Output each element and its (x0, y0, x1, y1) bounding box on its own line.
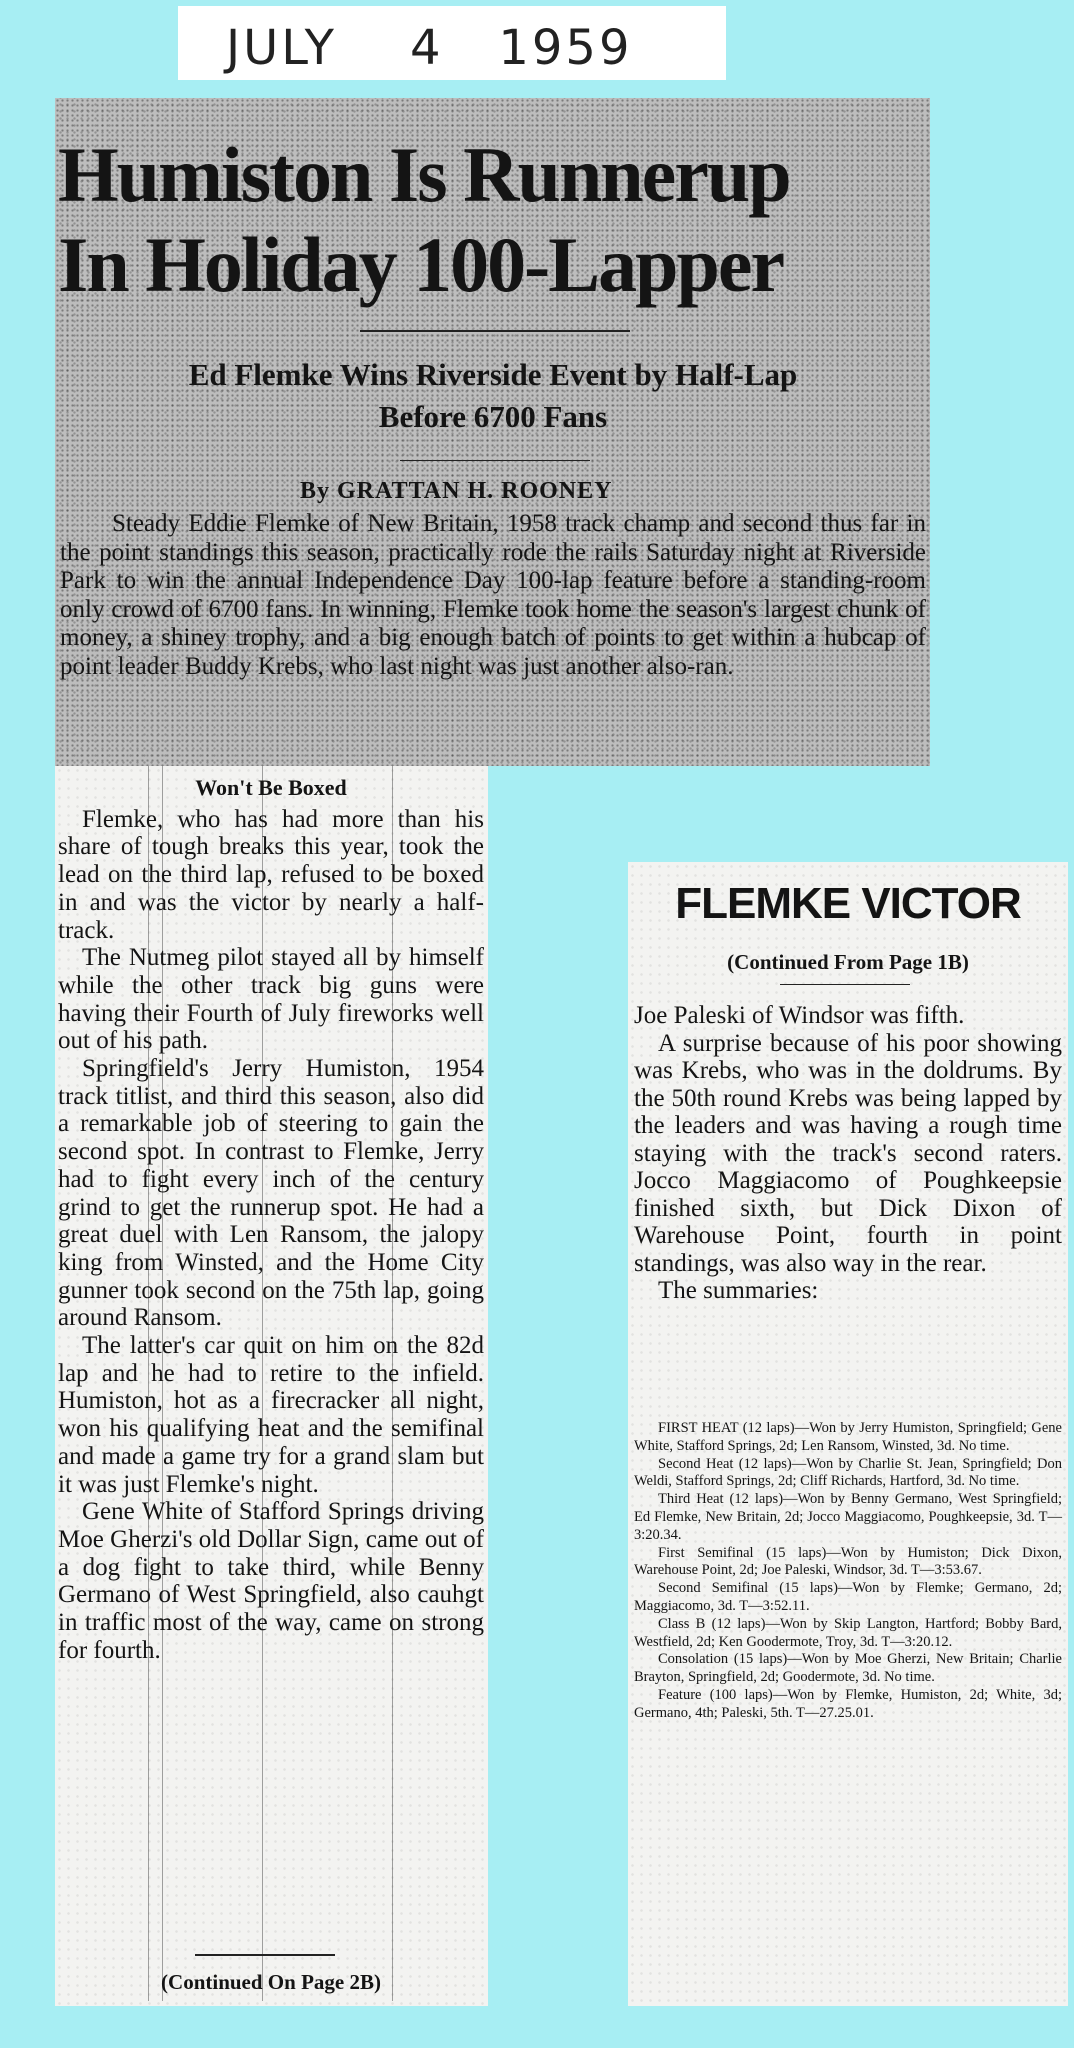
byline: By GRATTAN H. ROONEY (300, 478, 613, 504)
article-paragraph: The Nutmeg pilot stayed all by himself while the other track big guns were having their Fourth of July fireworks well out of his path. (58, 944, 484, 1055)
article-paragraph: Gene White of Stafford Springs driving Moe Gherzi's old Dollar Sign, came out of a dog fight to take third, while Benny Germano of West Springfield, also cauhgt in traffic most of the way, came on strong for fourth. (58, 1498, 484, 1664)
deck-rule (400, 460, 590, 461)
article-paragraph: Flemke, who has had more than his share of tough breaks this year, took the lead on the third lap, refused to be boxed in and was the victor by nearly a half-track. (58, 805, 484, 944)
summaries-label: The summaries: (658, 1277, 819, 1304)
summary-entry: First Semifinal (15 laps)—Won by Humiston; Dick Dixon, Warehouse Point, 2d; Joe Paleski, Windsor, 3d. T—3:53.67. (634, 1544, 1062, 1579)
continuation-rule (780, 984, 910, 985)
race-summaries (634, 1420, 1062, 1723)
article-paragraph: Joe Paleski of Windsor was fifth. (634, 1002, 965, 1029)
continued-from-note: (Continued From Page 1B) (727, 950, 969, 974)
footer-rule (195, 1954, 335, 1956)
continued-on-note: (Continued On Page 2B) (161, 1970, 381, 1994)
deck-line-2: Before 6700 Fans (378, 399, 608, 434)
deck (60, 354, 926, 438)
date-label: JULY 4 1959 (178, 6, 726, 80)
summary-entry: Second Heat (12 laps)—Won by Charlie St. Jean, Springfield; Don Weldi, Stafford Springs, 2d; Cliff Richards, Hartford, 3d. No time. (634, 1455, 1062, 1490)
article-paragraph: A surprise because of his poor showing was Krebs, who was in the doldrums. By the 50th round Krebs was being lapped by the leaders and was having a rough time staying with the track's second raters. Jocco Maggiacomo of Poughkeepsie finished sixth, but Dick Dixon of Warehouse Point, fourth in point standings, was also way in the rear. (634, 1029, 1062, 1277)
headline-rule (360, 330, 630, 332)
summary-entry: Third Heat (12 laps)—Won by Benny Germano, West Springfield; Ed Flemke, New Britain, 2d; Jocco Maggiacomo, Poughkeepsie, 3d. T—3:20.34. (634, 1491, 1062, 1543)
article-column-right (634, 1002, 1062, 1305)
deck-line-1: Ed Flemke Wins Riverside Event by Half-Lap (188, 357, 798, 392)
subhead: Won't Be Boxed (195, 775, 347, 800)
headline-line-1: Humiston Is Runnerup (58, 131, 790, 218)
summary-entry: Feature (100 laps)—Won by Flemke, Humiston, 2d; White, 3d; Germano, 4th; Paleski, 5th. T—27.25.01. (634, 1686, 1062, 1721)
summary-entry: Class B (12 laps)—Won by Skip Langton, Hartford; Bobby Bard, Westfield, 2d; Ken Goodermote, Troy, 3d. T—3:20.12. (634, 1615, 1062, 1650)
lead-paragraph: Steady Eddie Flemke of New Britain, 1958 track champ and second thus far in the point standings this season, practically rode the rails Saturday night at Riverside Park to win the annual Independence Day 100-lap feature before a standing-room only crowd of 6700 fans. In winning, Flemke took home the season's largest chunk of money, a shiney trophy, and a big enough batch of points to get within a hubcap of point leader Buddy Krebs, who last night was just another also-ran. (60, 510, 926, 680)
summary-entry: FIRST HEAT (12 laps)—Won by Jerry Humiston, Springfield; Gene White, Stafford Springs, 2d; Len Ransom, Winsted, 3d. No time. (634, 1420, 1062, 1454)
headline-line-2: In Holiday 100-Lapper (58, 221, 784, 308)
summary-entry: Consolation (15 laps)—Won by Moe Gherzi, New Britain; Charlie Brayton, Springfield, 2d; Goodermote, 3d. No time. (634, 1651, 1062, 1686)
article-paragraph: Springfield's Jerry Humiston, 1954 track titlist, and third this season, also did a remarkable job of steering to gain the second spot. In contrast to Flemke, Jerry had to fight every inch of the century grind to get the runnerup spot. He had a great duel with Len Ransom, the jalopy king from Winsted, and the Home City gunner took second on the 75th lap, going around Ransom. (58, 1055, 484, 1332)
article-paragraph: The latter's car quit on him on the 82d lap and he had to retire to the infield. Humiston, hot as a firecracker all night, won his qualifying heat and the semifinal and made a game try for a grand slam but it was just Flemke's night. (58, 1332, 484, 1498)
summary-entry: Second Semifinal (15 laps)—Won by Flemke; Germano, 2d; Maggiacomo, 3d. T—3:52.11. (634, 1580, 1062, 1614)
continuation-headline: FLEMKE VICTOR (675, 879, 1021, 928)
article-column-left (58, 772, 484, 1665)
